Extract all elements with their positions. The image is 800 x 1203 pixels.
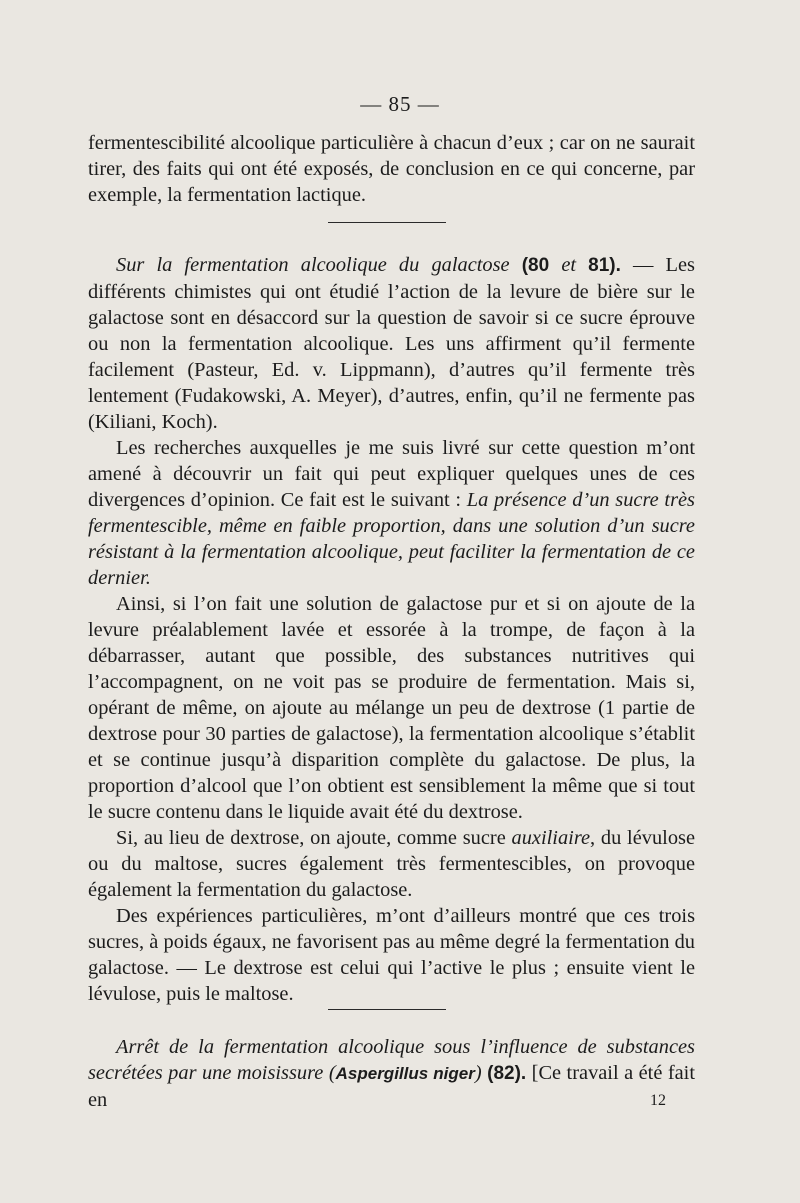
- section-divider-2: [328, 1009, 446, 1010]
- arret-section-title: Arrêt de la fermentation alcoolique sous l’influence de substances secrétées par une moisissure: [88, 1036, 695, 1084]
- intro-block: [88, 130, 695, 208]
- galactose-lead-text: — Les différents chimistes qui ont étudié l’action de la levure de bière sur le galactose sont en désaccord sur la question de savoir si ce sucre éprouve ou non la fermentation alcoolique. Les uns affirment qu’il fermente facilement (Pasteur, Ed. v. Lippmann), d’autres qu’il fermente très lentement (Fudakowski, A. Meyer), d’autres, enfin, qu’il ne fermente pas (Kiliani, Koch).: [88, 254, 695, 433]
- signature-mark: 12: [650, 1092, 666, 1109]
- reference-82-close: ).: [514, 1063, 527, 1084]
- galactose-p4-a: Si, au lieu de dextrose, on ajoute, comme sucre: [116, 827, 512, 849]
- galactose-paragraph-2: [88, 435, 695, 591]
- galactose-section: [88, 252, 695, 1007]
- galactose-paragraph-4: [88, 825, 695, 903]
- galactose-p2-lead: Les recherches auxquelles je me suis livré sur cette question m’ont amené à découvrir un fait qui peut expliquer quelques unes de ces divergences d’opinion. Ce fait est le suivant :: [88, 437, 695, 511]
- galactose-paragraph-5: Des expériences particulières, m’ont d’ailleurs montré que ces trois sucres, à poids égaux, ne favorisent pas au même degré la fermentation du galactose. — Le dextrose est celui qui l’active le plus ; ensuite vient le lévulose, puis le maltose.: [88, 905, 695, 1005]
- arret-tail-text: [Ce travail a été fait en: [88, 1062, 696, 1111]
- arret-section: [88, 1034, 695, 1113]
- section-divider: [328, 222, 446, 223]
- galactose-p4-b: , du lévulose ou du maltose, sucres également très fermentescibles, on provoque également la fermentation du galactose.: [88, 827, 696, 901]
- reference-close: ).: [609, 255, 621, 276]
- reference-82-open: (: [487, 1063, 494, 1084]
- page-number: — 85 —: [360, 92, 440, 116]
- galactose-paragraph-3: Ainsi, si l’on fait une solution de galactose pur et si on ajoute de la levure préalablement lavée et essorée à la trompe, de façon à la débarrasser, autant que possible, des substances nutritives qui l’accompagnent, on ne voit pas se produire de fermentation. Mais si, opérant de même, on ajoute au mélange un peu de dextrose (1 partie de dextrose pour 30 parties de galactose), la fermentation alcoolique s’établit et se continue jusqu’à disparition complète du galactose. De plus, la proportion d’alcool que l’on obtient est sensiblement la même que si tout le sucre contenu dans le liquide avait été du dextrose.: [88, 593, 695, 823]
- organism-name: Aspergillus niger: [335, 1064, 475, 1083]
- organism-paren-close: ): [474, 1062, 482, 1084]
- reference-join: et: [561, 254, 577, 276]
- galactose-paragraph-1: [88, 252, 695, 435]
- reference-82: 82: [493, 1063, 515, 1084]
- galactose-p4-auxiliaire: auxiliaire: [511, 827, 591, 849]
- reference-80: 80: [528, 255, 550, 276]
- intro-paragraph: fermentescibilité alcoolique particulière à chacun d’eux ; car on ne saurait tirer, des faits qui ont été exposés, de conclusion en ce qui concerne, par exemple, la fermentation lactique.: [88, 132, 695, 206]
- reference-81: 81: [588, 255, 610, 276]
- arret-paragraph: [88, 1034, 695, 1113]
- reference-open: (: [521, 255, 529, 276]
- galactose-section-title: Sur la fermentation alcoolique du galactose: [116, 254, 510, 276]
- organism-paren-open: (: [328, 1062, 336, 1084]
- galactose-p2-statement: La présence d’un sucre très fermentescible, même en faible proportion, dans une solution d’un sucre résistant à la fermentation alcoolique, peut faciliter la fermentation de ce dernier.: [88, 489, 695, 589]
